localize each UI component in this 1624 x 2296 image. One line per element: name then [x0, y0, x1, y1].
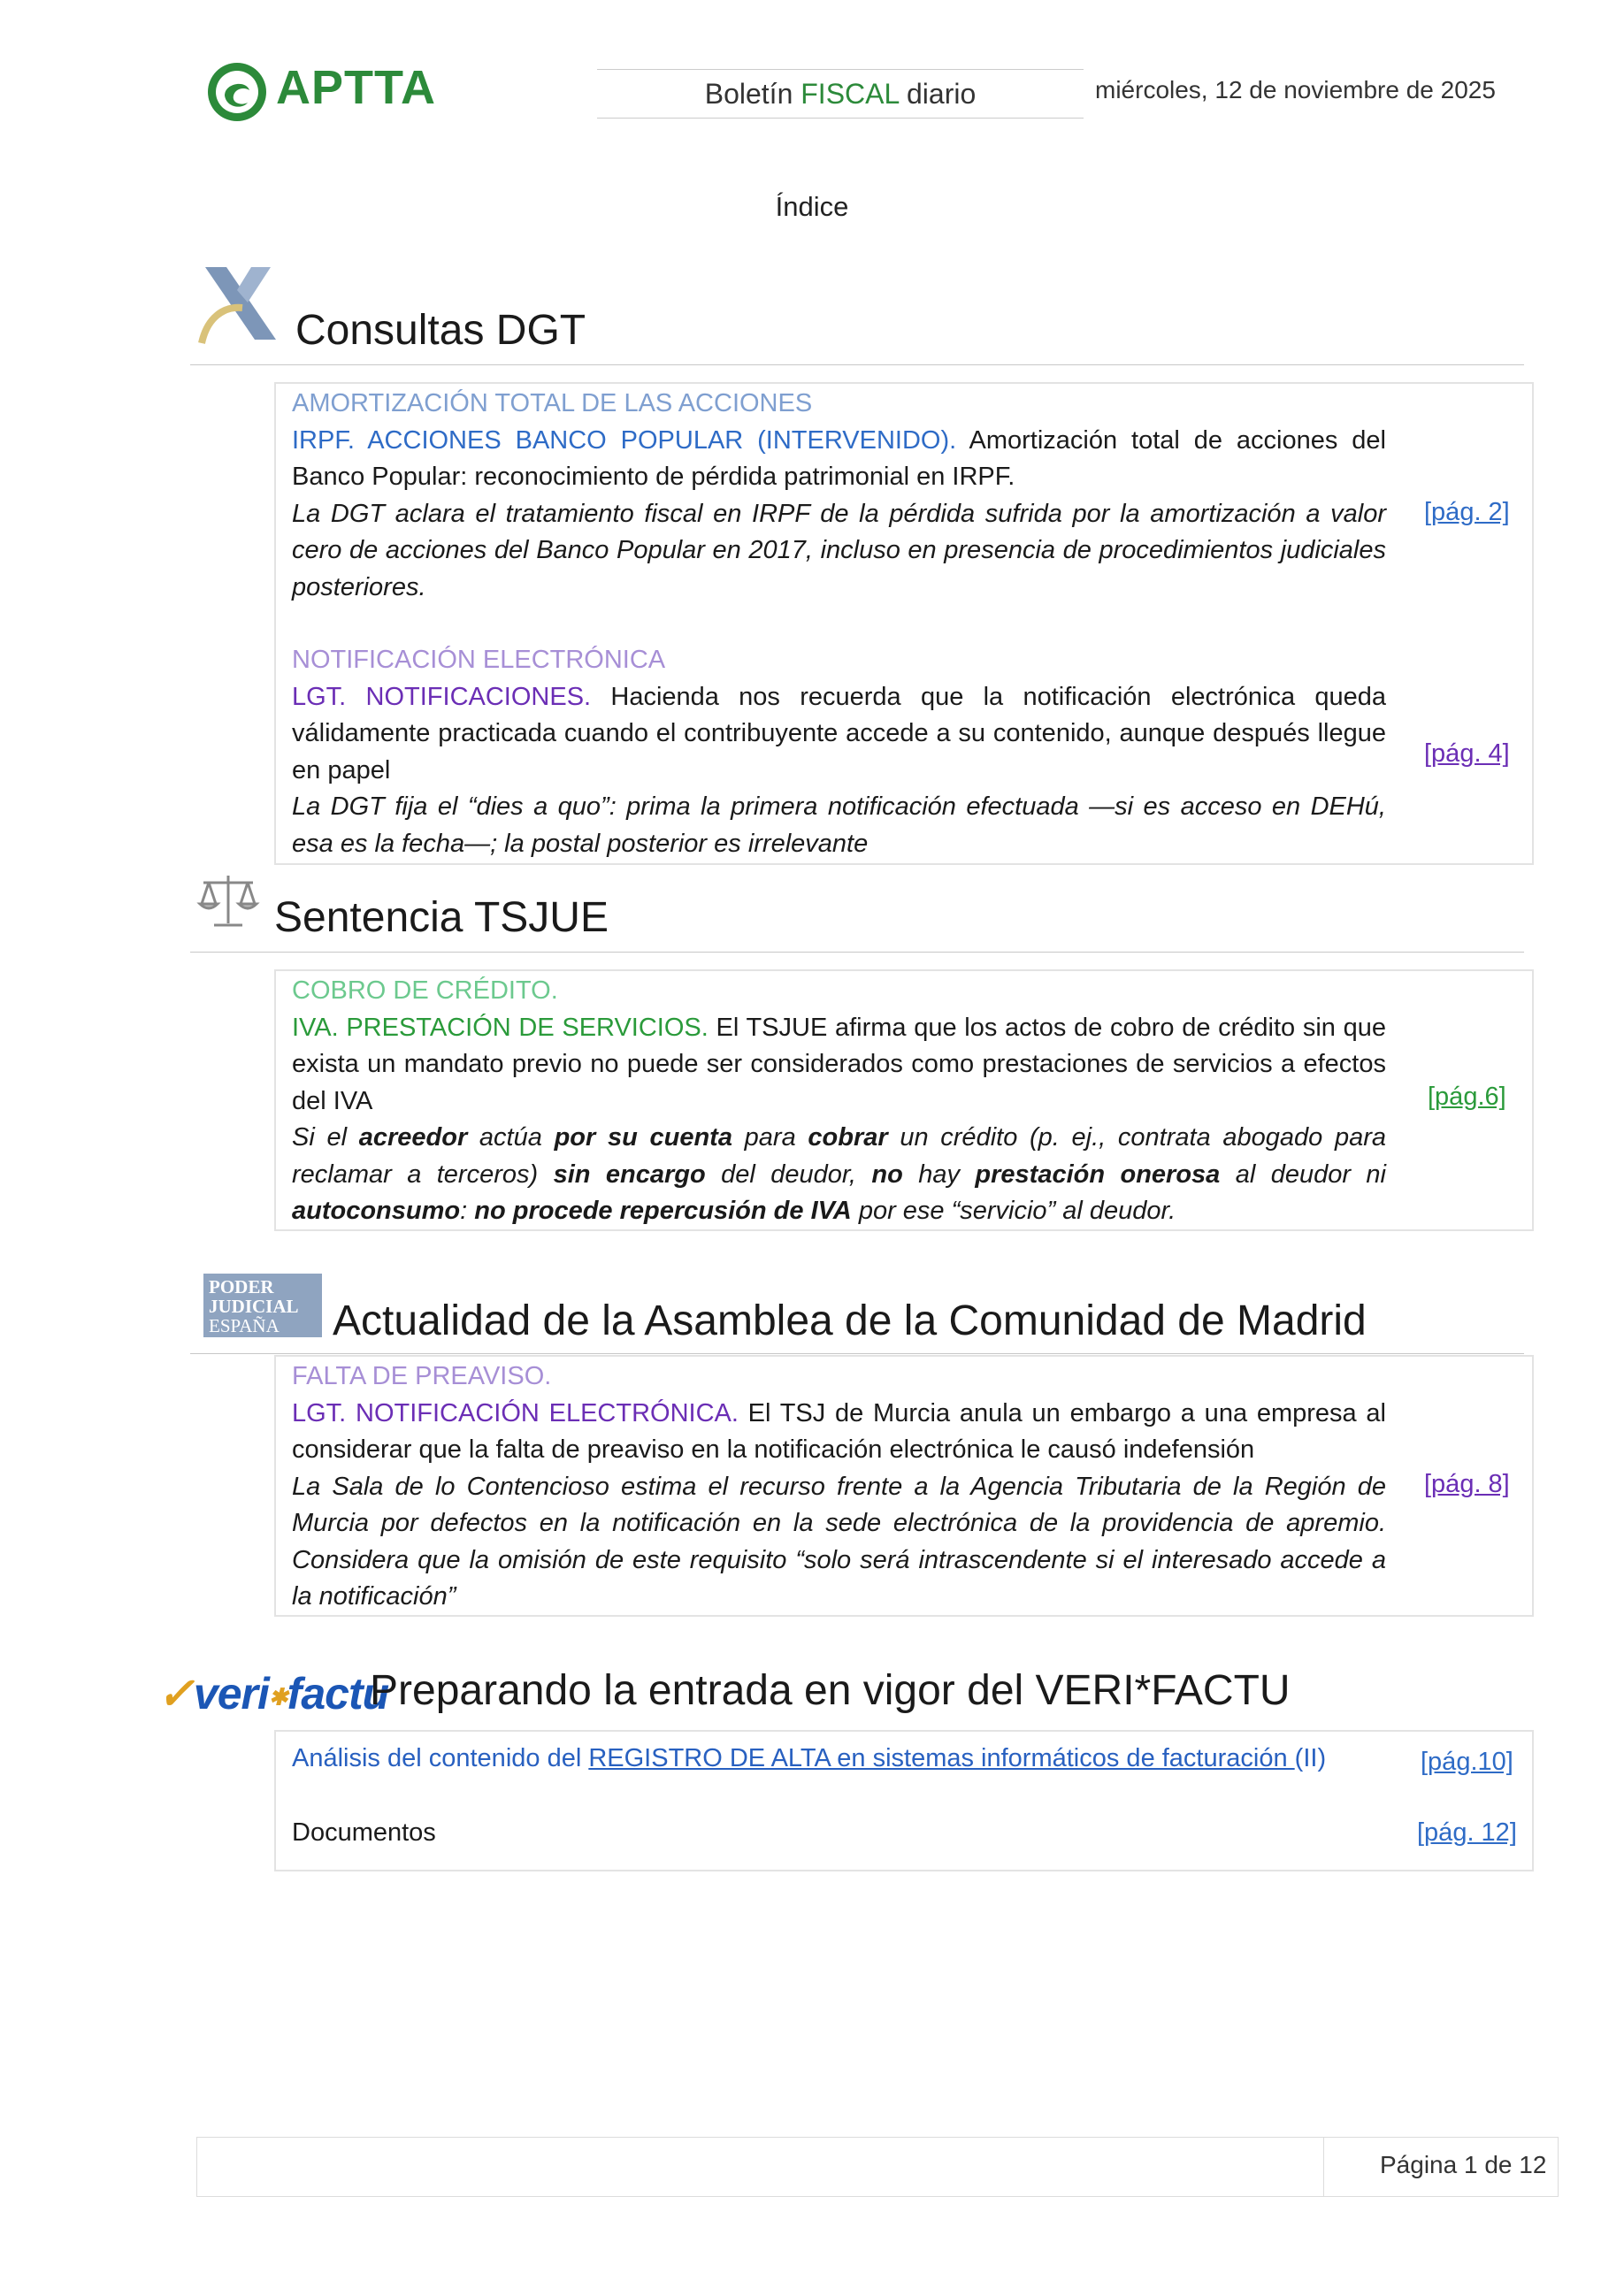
page-number: Página 1 de 12	[1380, 2151, 1547, 2178]
tsjue-item	[292, 973, 1386, 1230]
page-link-4[interactable]: [pág. 4]	[1424, 739, 1510, 768]
bulletin-date: miércoles, 12 de noviembre de 2025	[1095, 76, 1496, 103]
item-lead: IVA. PRESTACIÓN DE SERVICIOS.	[292, 1013, 709, 1042]
section-rule	[190, 364, 1524, 365]
section-rule	[190, 1353, 1524, 1354]
page-link-6[interactable]: [pág.6]	[1428, 1083, 1506, 1111]
item-text: El TSJUE afirma que los actos de cobro de crédito sin que exista un mandato previo no puede ser considerados como prestaciones de servicios a efectos del IVA	[292, 1013, 1387, 1115]
item-lead: LGT. NOTIFICACIÓN ELECTRÓNICA.	[292, 1398, 739, 1427]
page-link-2[interactable]: [pág. 2]	[1424, 498, 1510, 526]
index-title: Índice	[775, 191, 849, 222]
bulletin-title: Boletín FISCAL diario	[597, 69, 1084, 119]
asamblea-item	[292, 1358, 1386, 1616]
aptta-logo-icon	[205, 60, 269, 124]
dgt-item-1	[292, 386, 1386, 606]
item-summary: La Sala de lo Contencioso estima el recurso frente a la Agencia Tributaria de la Región de Murcia por defectos en la notificación en la sede electrónica de la providencia de apremio. Considera que la omisión de este requisito “solo será intrascendente si el interesado accede a la notificación”	[292, 1472, 1386, 1611]
page-link-10[interactable]: [pág.10]	[1421, 1748, 1513, 1776]
item-summary: La DGT aclara el tratamiento fiscal en IRPF de la pérdida sufrida por la amortización a valor cero de acciones del Banco Popular en 2017, incluso en presencia de procedimientos judiciales posteriores.	[292, 499, 1386, 601]
item-category: AMORTIZACIÓN TOTAL DE LAS ACCIONES	[292, 389, 813, 417]
item-lead: IRPF. ACCIONES BANCO POPULAR (INTERVENIDO).	[292, 425, 957, 455]
page-link-8[interactable]: [pág. 8]	[1424, 1470, 1510, 1498]
item-text: Hacienda nos recuerda que la notificación electrónica queda válidamente practicada cuando el contribuyente accede a su contenido, aunque después llegue en papel	[292, 682, 1386, 784]
bulletin-highlight: FISCAL	[801, 78, 900, 110]
footer-box	[196, 2137, 1559, 2197]
section-rule	[190, 952, 1524, 953]
page-link-12[interactable]: [pág. 12]	[1417, 1818, 1517, 1847]
item-text: Amortización total de acciones del Banco Popular: reconocimiento de pérdida patrimonial en IRPF.	[292, 425, 1386, 491]
item-lead: LGT. NOTIFICACIONES.	[292, 682, 592, 711]
section-title-dgt: Consultas DGT	[295, 307, 586, 354]
aptta-logo-text: APTTA	[276, 61, 436, 114]
scales-of-justice-icon	[196, 870, 260, 934]
section-title-asamblea: Actualidad de la Asamblea de la Comunidad de Madrid	[333, 1297, 1367, 1344]
item-summary: Si el acreedor actúa por su cuenta para cobrar un crédito (p. ej., contrata abogado para reclamar a terceros) sin encargo del deudor, no hay prestación onerosa al deudor ni autoconsumo: no procede repercusión de IVA por ese “servicio” al deudor.	[292, 1123, 1386, 1225]
item-category: FALTA DE PREAVISO.	[292, 1362, 552, 1390]
verifactu-logo: ✓veri✱factu	[157, 1669, 389, 1718]
section-title-tsjue: Sentencia TSJUE	[274, 894, 609, 941]
item-summary: La DGT fija el “dies a quo”: prima la primera notificación efectuada —si es acceso en DEHú, esa es la fecha—; la postal posterior es irrelevante	[292, 792, 1386, 858]
verifactu-line-1: Análisis del contenido del REGISTRO DE ALTA en sistemas informáticos de facturación (II)	[292, 1744, 1327, 1772]
poder-judicial-logo: PODER JUDICIAL ESPAÑA	[203, 1274, 322, 1337]
verifactu-line-2: Documentos	[292, 1818, 436, 1847]
section-title-verifactu: Preparando la entrada en vigor del VERI*FACTU	[370, 1667, 1291, 1714]
footer-divider	[1323, 2137, 1324, 2197]
dgt-item-2	[292, 642, 1386, 862]
agencia-tributaria-icon	[196, 265, 285, 347]
item-text: El TSJ de Murcia anula un embargo a una empresa al considerar que la falta de preaviso en la notificación electrónica le causó indefensión	[292, 1398, 1386, 1464]
item-category: COBRO DE CRÉDITO.	[292, 976, 558, 1005]
item-category: NOTIFICACIÓN ELECTRÓNICA	[292, 646, 666, 674]
registro-alta-link[interactable]: REGISTRO DE ALTA en sistemas informáticos de facturación	[588, 1744, 1295, 1772]
